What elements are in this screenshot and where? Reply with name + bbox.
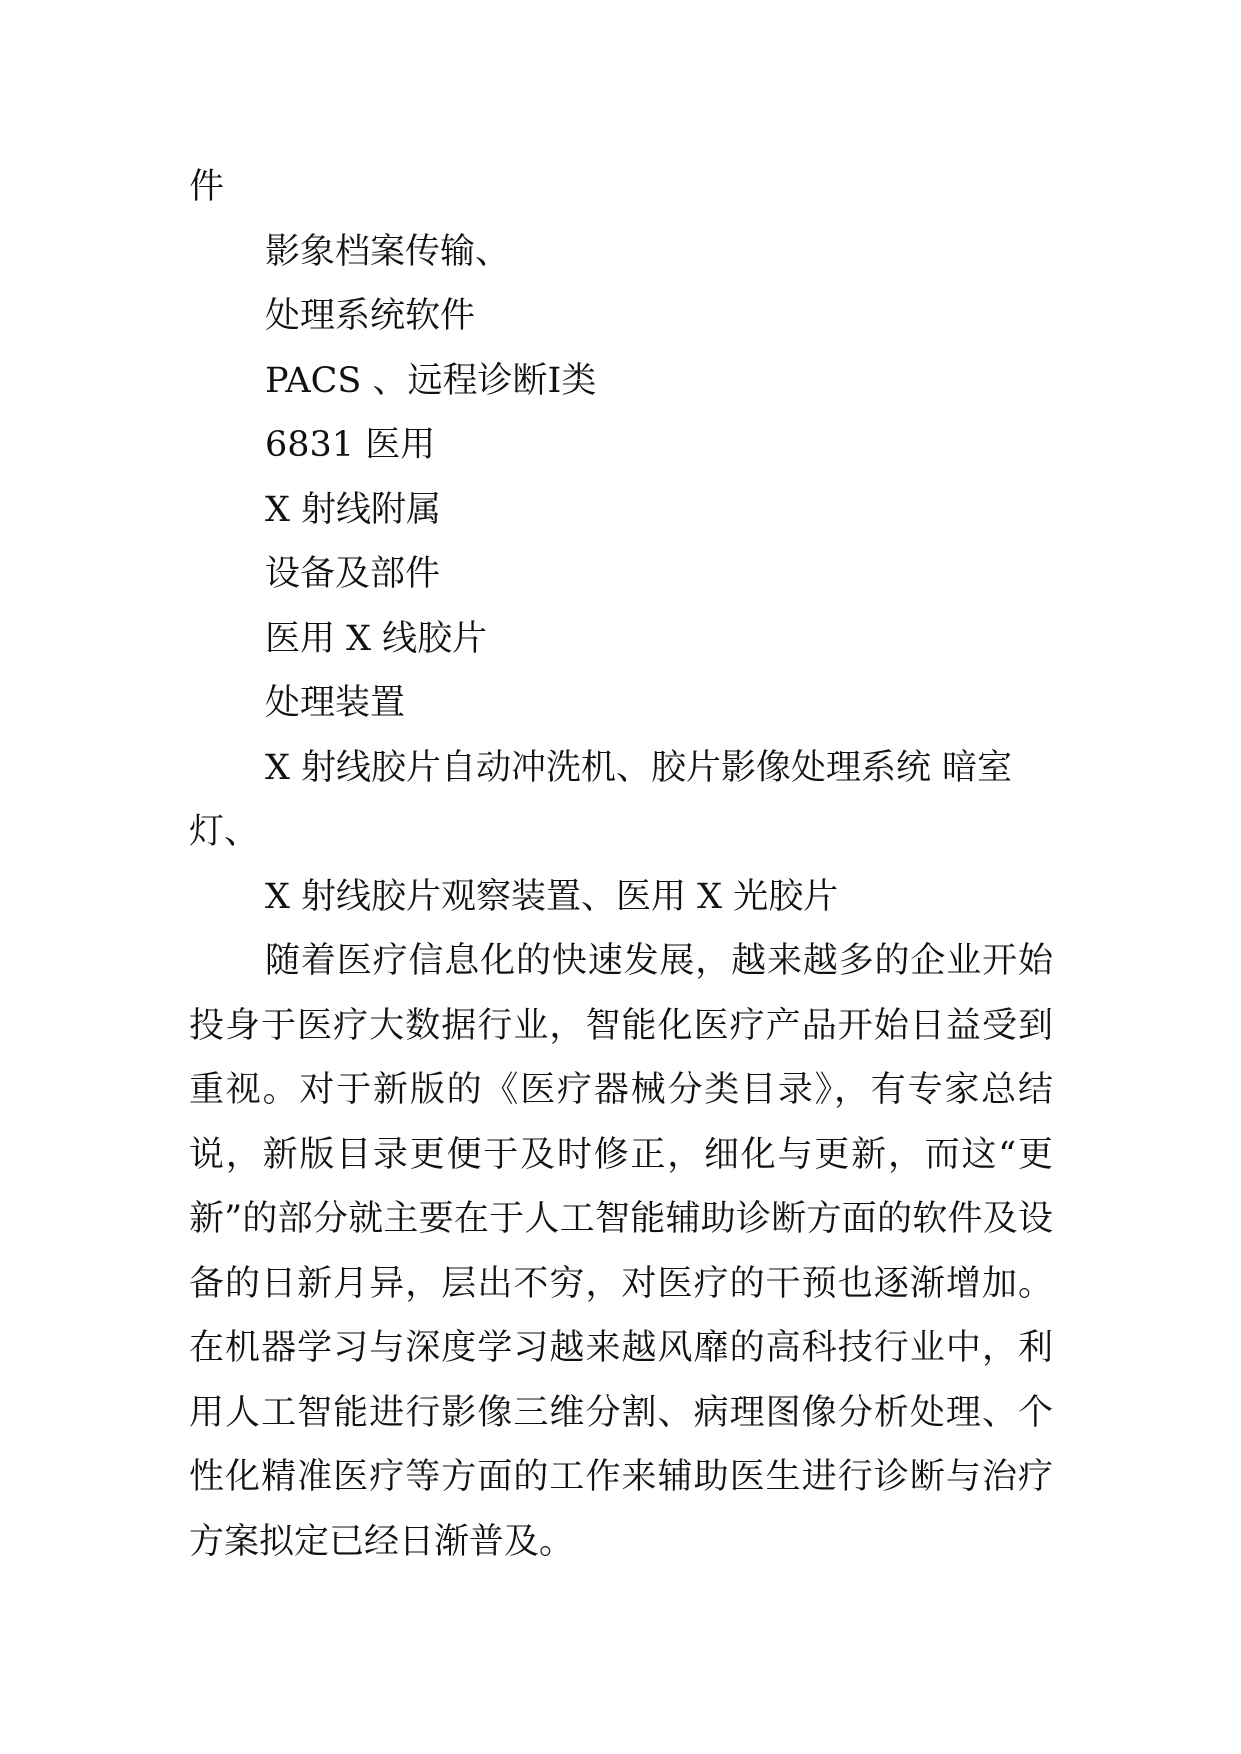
text-line: PACS 、远程诊断Ⅰ类	[265, 360, 597, 401]
body-paragraph: 随着医疗信息化的快速发展，越来越多的企业开始投身于医疗大数据行业，智能化医疗产品开始日益受到重视。对于新版的《医疗器械分类目录》，有专家总结说，新版目录更便于及时修正，细化与更新，而这“更新”的部分就主要在于人工智能辅助诊断方面的软件及设备的日新月异，层出不穷，对医疗的干预也逐渐增加。在机器学习与深度学习越来越风靡的高科技行业中，利用人工智能进行影像三维分割、病理图像分析处理、个性化精准医疗等方面的工作来辅助医生进行诊断与治疗方案拟定已经日渐普及。	[189, 941, 1053, 1562]
document-body	[189, 155, 1053, 1574]
text-line: 6831 医用	[265, 425, 436, 465]
text-line: X 射线胶片自动冲洗机、胶片影像处理系统 暗室	[265, 747, 1013, 788]
text-line: 医用 X 线胶片	[265, 618, 488, 659]
text-line: 影象档案传输、	[265, 231, 511, 272]
text-line: 处理装置	[265, 683, 406, 723]
text-line: X 射线附属	[265, 489, 442, 530]
text-line: 件	[189, 167, 225, 207]
text-line: 设备及部件	[265, 554, 441, 594]
text-line: 处理系统软件	[265, 296, 476, 336]
text-line: X 射线胶片观察装置、医用 X 光胶片	[265, 876, 839, 917]
text-line: 灯、	[189, 812, 260, 852]
